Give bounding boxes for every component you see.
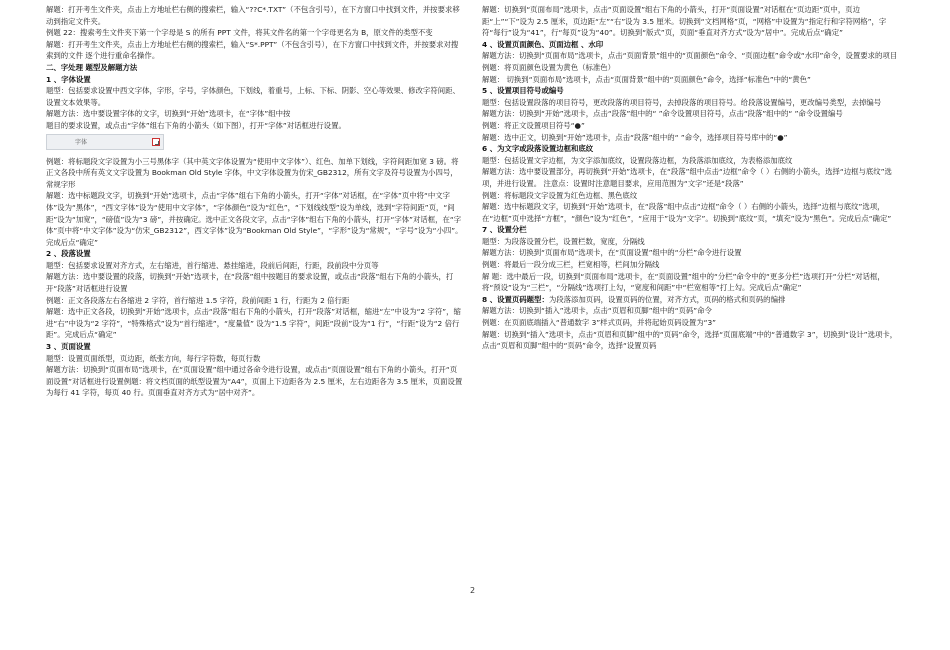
paragraph: 例题 22：搜索考生文件夹下第一个字母是 S 的所有 PPT 文件，将其文件名的第一个字母更名为 B，原文件的类型不变 (46, 28, 433, 38)
paragraph: 例题：将标题段文字设置为小三号黑体字（其中英文字体设置为“使用中文字体”）、红色、加单下划线，字符间距加宽 3 磅。将正文各段中所有英文文字设置为 Bookman Old Style 字体，中文字体设置为仿宋_GB2312，所有文字及符号设置为小四号，常规字形 (46, 156, 459, 189)
paragraph: 解题方法：选中要设置的段落，切换到“开始”选项卡，在“段落”组中按题目的要求设置，或点击“段落”组右下角的小箭头，打开“段落”对话框进行设置 (46, 272, 454, 294)
paragraph: 解题方法：切换到“页面布局”选项卡，点击“页面背景”组中的“页面颜色”命令、“页面边框”命令或“水印”命令，设置要求的项目 (482, 51, 898, 61)
paragraph: 题型：包括要求设置对齐方式，左右缩进，首行缩进、悬挂缩进，段前后间距，行距，段前段中分页等 (46, 260, 379, 270)
left-column (46, 4, 464, 399)
paragraph: 题型：包括要求设置中西文字体，字形，字号，字体颜色，下划线，着重号，上标、下标、阴影、空心等效果、修改字符间距、设置文本效果等。 (46, 86, 460, 107)
section-heading-line (482, 294, 902, 306)
paragraph: 解题：打开考生文件夹，点击上方地址栏右侧的搜索栏，输入“??C*.TXT”（不包含引号），在下方窗口中找到文件，并按要求移动到指定文件夹。 (46, 5, 460, 26)
paragraph: 解题：选中正文各段，切换到“开始”选项卡，点击“段落”组右下角的小箭头，打开“段落”对话框，缩进“左”中设为“2 字符”，缩进“右”中设为“2 字符”，“特殊格式”设为“首行缩进”，“度量值” 设为“1.5 字符”，间距“段前”设为“1 行”，“行距”设为“2 倍行距”。完成后点“确定” (46, 307, 461, 340)
font-group-screenshot (46, 134, 164, 150)
paragraph: 题型：为段落设置分栏，设置栏数，宽度，分隔线 (482, 236, 645, 246)
paragraph: 题型：包括设置段落的项目符号，更改段落的项目符号，去掉段落的项目符号。给段落设置编号，更改编号类型，去掉编号 (482, 97, 882, 107)
paragraph: 题目的要求设置，或点击“字体”组右下角的小箭头（如下图），打开“字体”对话框进行设置。 (46, 120, 346, 130)
right-column (482, 4, 902, 352)
paragraph: 解题：打开考生文件夹，点击上方地址栏右侧的搜索栏，输入“S*.PPT”（不包含引号），在下方窗口中找到文件，并按要求对搜索到的文件 逐个进行重命名操作。 (46, 39, 459, 61)
paragraph: 例题：在页面底端插入“普通数字 3”样式页码，并将起始页码设置为“3” (482, 318, 717, 328)
paragraph: 例题：将标题段文字设置为红色边框、黑色底纹 (482, 190, 638, 200)
section-heading: 7 、设置分栏 (482, 225, 527, 235)
paragraph-text: 为段落添加页码，设置页码的位置，对齐方式，页码的格式和页码的编排 (548, 294, 786, 304)
paragraph: 解 题：选中最后一段，切换到“页面布局”选项卡，在“页面设置”组中的“分栏”命令中的“更多分栏”选项打开“分栏”对话框，将“预设”设为“三栏”，“分隔线”选项打上勾，“宽度和间距”中“栏宽相等”打上勾。完成后点“确定” (482, 271, 885, 293)
paragraph: 题型：包括设置文字边框，为文字添加底纹，设置段落边框，为段落添加底纹，为表格添加底纹 (482, 155, 793, 165)
paragraph: 解题：选中正文，切换到“开始”选项卡，点击“段落”组中的“ ”命令，选择项目符号库中的“●” (482, 132, 788, 142)
paragraph: 例题：正文各段落左右各缩进 2 字符，首行缩进 1.5 字符，段前间距 1 行，行距为 2 倍行距 (46, 295, 350, 305)
paragraph: 解题方法：切换到“页面布局”选项卡，在“页面设置”组中的“分栏”命令进行设置 (482, 248, 742, 258)
paragraph: 例题：将页面颜色设置为黄色（标准色） (482, 62, 616, 72)
paragraph: 解题：切换到“插入”选项卡，点击“页眉和页脚”组中的“页码”命令，选择“页面底端”中的“普通数字 3”，切换到“设计”选项卡，点击“页眉和页脚”组中的“页码”命令，选择“设置页码 (482, 329, 898, 351)
section-heading: 5 、设置项目符号或编号 (482, 86, 564, 96)
section-heading: 8 、设置页码题型： (482, 294, 549, 304)
paragraph: 解题： 切换到“页面布局”选项卡，点击“页面背景”组中的“页面颜色”命令，选择“标准色”中的“黄色” (482, 74, 811, 84)
paragraph: 例题：将最后一段分成三栏，栏宽相等，栏间加分隔线 (482, 260, 660, 270)
paragraph: 例题：将正文设置项目符号“●” (482, 120, 585, 130)
section-heading: 二、字处理 题型及解题方法 (46, 62, 138, 72)
paragraph: 题型：设置页面纸型，页边距，纸张方向，每行字符数，每页行数 (46, 353, 261, 363)
paragraph: 解题：选中标题段文字，切换到“开始”选项卡，点击“字体”组右下角的小箭头，打开“字体”对话框，在“字体”页中将“中文字体”设为“黑体”，“西文字体”设为“使用中文字体”，“字体颜色”设为“红色”，“下划线线型”设为单线，选到“字符间距”页，“间距”设为“加宽”，“磅值”设为“3 磅”，并按确定。选中正文各段文字，点击“字体”组右下角的小箭头，打开“字体”对话框，在“字体”页中将“中文字体”设为“仿宋_GB2312”，西文字体”设为“Bookman Old Style”，“字形”设为“常规”，“字号”设为“小四”。完成后点“确定” (46, 191, 463, 247)
paragraph: 解题方法：切换到“开始”选项卡，点击“段落”组中的“ ”命令设置项目符号，点击“段落”组中的“ ”命令设置编号 (482, 109, 843, 119)
paragraph: 解题方法：选中要设置字体的文字，切换到“开始”选项卡，在“字体”组中按 (46, 109, 291, 119)
paragraph: 解题：切换到“页面布局”选项卡，点击“页面设置”组右下角的小箭头，打开“页面设置”对话框在“页边距”页中，页边距“上”“下”设为 2.5 厘米，页边距“左”“右”设为 3.5 厘米。切换到“文档网格”页，“网格”中设置为“指定行和字符网格”，字符“每行”设为“41”，行“每页”设为“40”。切换到“版式”页，页面“垂直对齐方式”设为“居中”。完成后点“确定” (482, 5, 887, 38)
section-heading: 2 、段落设置 (46, 249, 91, 259)
section-heading: 3 、页面设置 (46, 342, 91, 352)
page-number: 2 (470, 586, 476, 595)
section-heading: 1 、字体设置 (46, 74, 91, 84)
dialog-launcher-icon (152, 138, 160, 146)
paragraph: 解题方法：切换到“插入”选项卡，点击“页眉和页脚”组中的“页码”命令 (482, 306, 712, 316)
section-heading: 4 、设置页面颜色、页面边框 、水印 (482, 39, 604, 49)
font-group-label: 字体 (75, 138, 88, 146)
paragraph: 解题方法：选中要设置部分，再切换到“开始”选项卡，在“段落”组中点击“边框”命令（ ）右侧的小箭头，选择“边框与底纹”选项，并进行设置。 注意点：设置时注意题目要求，应用范围为“文字”还是“段落” (482, 167, 892, 188)
paragraph: 解题方法：切换到“页面布局”选项卡，在“页面设置”组中通过各命令进行设置，或点击“页面设置”组右下角的小箭头，打开“页面设置”对话框进行设置例题：将文档页面的纸型设置为“A4”，页面上下边距各为 2.5 厘米，左右边距各为 3.5 厘米，页面设置为每行 41 字符，每页 40 行。页面垂直对齐方式为“居中对齐”。 (46, 365, 463, 398)
paragraph: 解题：选中标题段文字，切换到“开始”选项卡，在“段落”组中点击“边框”命令（ ）右侧的小箭头，选择“边框与底纹”选项，在“边框”页中选择“方框”，“颜色”设为“红色”，“应用于”设为“文字”。切换到“底纹”页，“填充”设为“黑色”。完成后点“确定” (482, 202, 892, 223)
section-heading: 6 、为文字或段落设置边框和底纹 (482, 144, 594, 154)
